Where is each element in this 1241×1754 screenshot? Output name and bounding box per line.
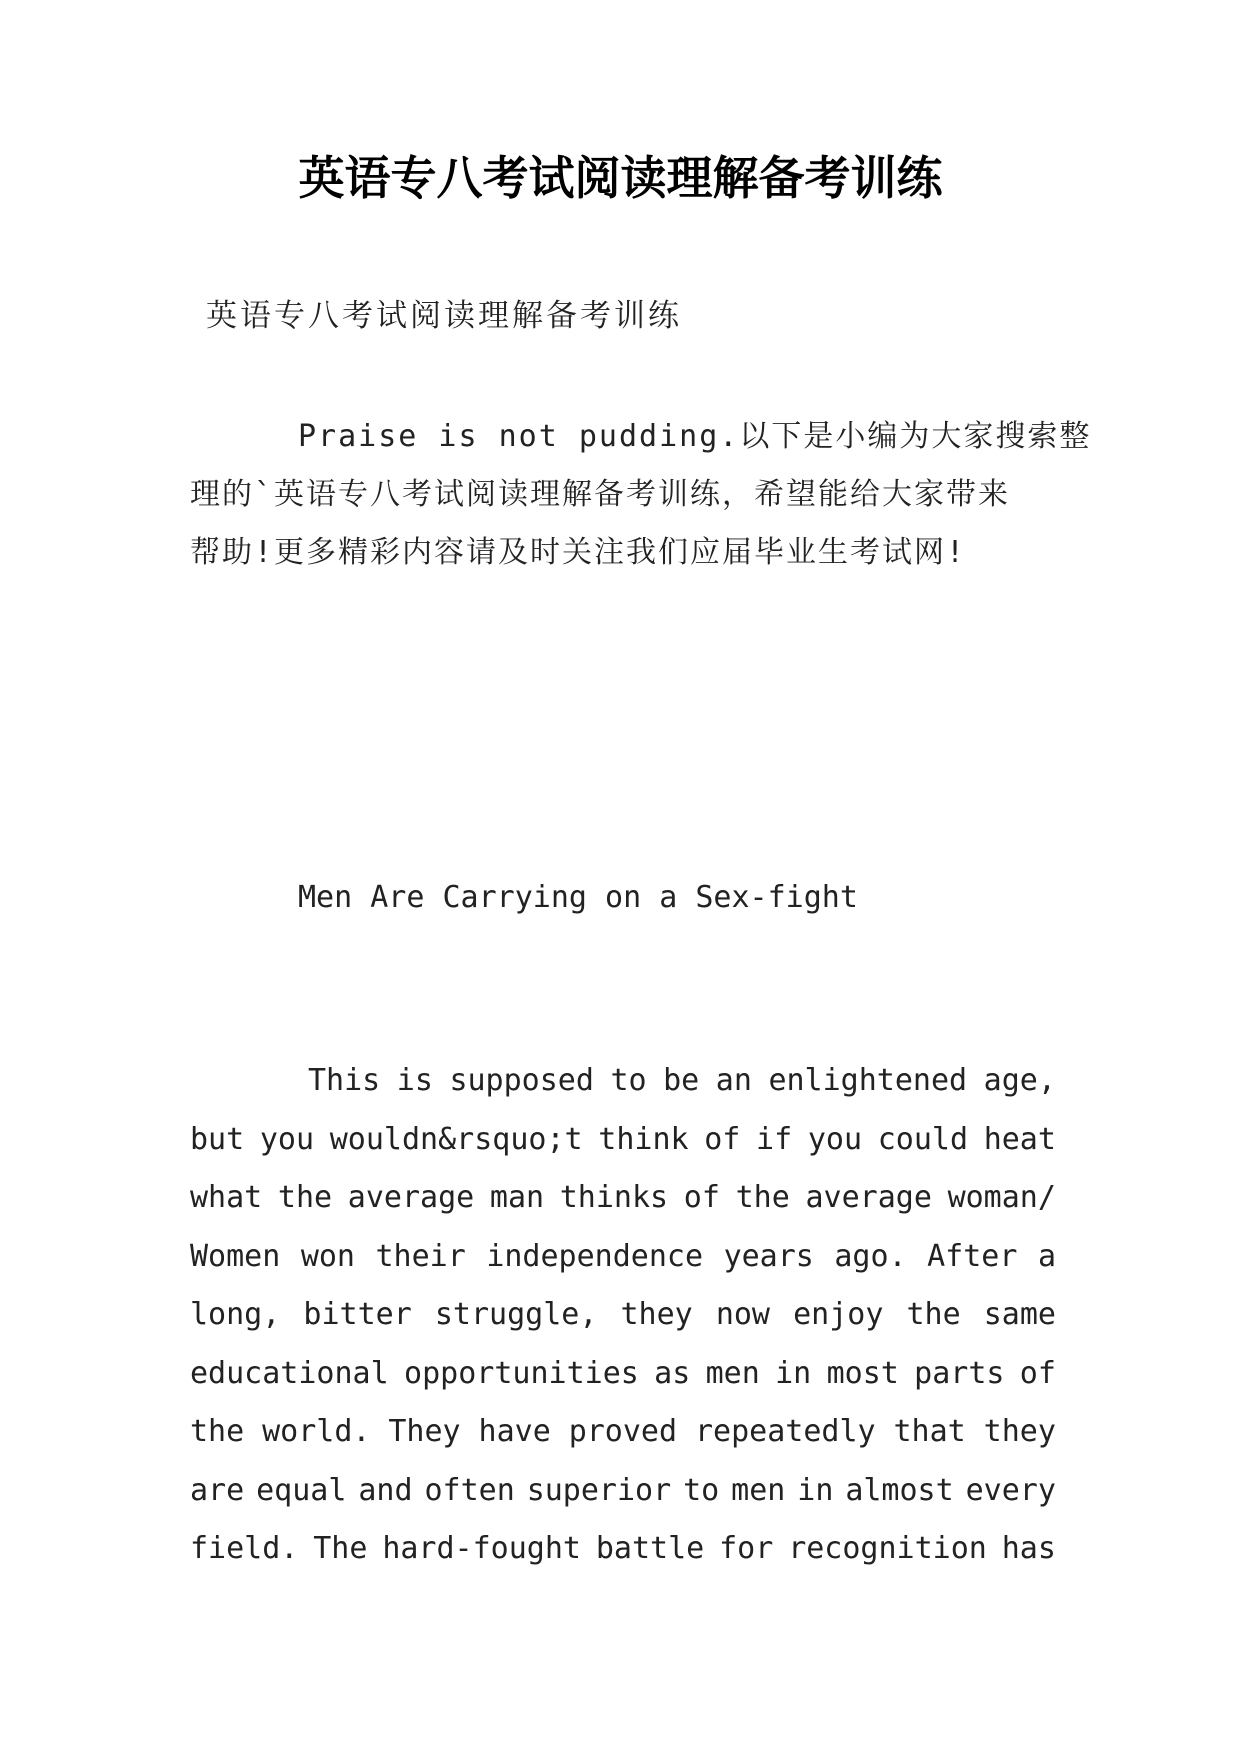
body-word: but	[190, 1121, 245, 1157]
intro-line: 帮助!更多精彩内容请及时关注我们应届毕业生考试网!	[190, 535, 967, 570]
document-title: 英语专八考试阅读理解备考训练	[298, 151, 943, 205]
body-word: They	[388, 1414, 461, 1449]
body-word: men	[731, 1472, 786, 1508]
body-word: average	[347, 1180, 475, 1215]
body-word: they	[983, 1414, 1056, 1449]
body-word: age,	[983, 1063, 1056, 1098]
body-word: The	[313, 1531, 368, 1566]
body-word: is	[396, 1063, 433, 1098]
article-body	[190, 1052, 1056, 1579]
body-word: you	[259, 1121, 315, 1157]
body-word: educational	[190, 1355, 389, 1391]
body-word: if	[756, 1121, 793, 1157]
body-word: that	[893, 1414, 966, 1449]
body-line	[190, 1286, 1056, 1345]
body-word: and	[358, 1472, 413, 1508]
body-word: field.	[190, 1531, 299, 1566]
body-word: every	[965, 1472, 1056, 1508]
document-subtitle: 英语专八考试阅读理解备考训练	[206, 298, 682, 334]
body-word: heat	[983, 1121, 1056, 1157]
body-word: often	[424, 1472, 515, 1508]
body-word: almost	[845, 1472, 954, 1508]
body-word: ago.	[834, 1238, 907, 1274]
body-line	[190, 1052, 1056, 1111]
body-word: recognition	[788, 1531, 987, 1566]
body-line	[190, 1169, 1056, 1228]
body-line	[190, 1345, 1056, 1404]
body-line	[190, 1520, 1056, 1579]
body-line	[190, 1403, 1056, 1462]
body-word: are	[190, 1472, 245, 1508]
intro-paragraph	[190, 408, 1092, 582]
body-word: proved	[568, 1414, 678, 1449]
body-word: long,	[190, 1297, 281, 1332]
body-word: to	[610, 1063, 647, 1098]
body-word: as	[654, 1355, 691, 1391]
body-word: opportunities	[404, 1355, 639, 1391]
body-word: the	[735, 1180, 790, 1215]
body-word: of	[683, 1180, 720, 1215]
body-word: the	[277, 1180, 333, 1215]
body-word: be	[663, 1063, 700, 1098]
body-word: men	[705, 1355, 760, 1391]
body-word: for	[719, 1531, 774, 1566]
body-word: the	[190, 1414, 245, 1449]
body-word: superior	[526, 1472, 672, 1508]
body-word: think	[598, 1121, 689, 1157]
intro-line: Praise is not pudding.以下是小编为大家搜索整	[298, 419, 1092, 454]
body-word: world.	[262, 1414, 371, 1449]
article-title: Men Are Carrying on a Sex-fight	[298, 880, 858, 915]
body-word: thinks	[559, 1180, 669, 1215]
body-word: the	[906, 1297, 961, 1332]
body-word: battle	[595, 1531, 705, 1566]
body-word: same	[983, 1297, 1056, 1332]
body-word: repeatedly	[694, 1414, 876, 1449]
body-word: now	[715, 1297, 770, 1332]
body-word: you	[807, 1121, 863, 1157]
body-word: years	[723, 1238, 814, 1274]
body-word: woman/	[947, 1180, 1056, 1215]
body-word: supposed	[449, 1063, 594, 1098]
body-word: an	[715, 1063, 752, 1098]
body-word: a	[1037, 1238, 1056, 1274]
body-word: in	[775, 1355, 812, 1391]
body-word: enlightened	[768, 1063, 968, 1098]
body-line	[190, 1228, 1056, 1287]
body-word: of	[1019, 1355, 1056, 1391]
body-word: man	[489, 1180, 545, 1215]
body-word: their	[375, 1238, 466, 1274]
body-word: This	[308, 1063, 381, 1098]
body-word: most	[826, 1355, 899, 1391]
body-word: bitter	[303, 1297, 412, 1332]
body-word: of	[704, 1121, 741, 1157]
body-word: what	[190, 1180, 263, 1215]
body-word: equal	[256, 1472, 347, 1508]
body-word: to	[683, 1472, 720, 1508]
body-word: hard-fought	[382, 1531, 581, 1566]
body-word: parts	[914, 1355, 1005, 1391]
body-word: After	[927, 1238, 1018, 1274]
body-word: struggle,	[434, 1297, 598, 1332]
body-word: has	[1001, 1531, 1056, 1566]
body-word: have	[478, 1414, 551, 1449]
body-word: could	[877, 1121, 969, 1157]
body-line	[190, 1111, 1056, 1170]
body-word: Women	[190, 1238, 281, 1274]
body-word: won	[300, 1238, 355, 1274]
body-word: average	[805, 1180, 932, 1215]
body-word: wouldn&rsquo;t	[329, 1121, 583, 1157]
intro-line: 理的`英语专八考试阅读理解备考训练，希望能给大家带来	[190, 477, 1011, 512]
body-word: they	[620, 1297, 693, 1332]
body-word: enjoy	[793, 1297, 884, 1332]
body-word: in	[797, 1472, 834, 1508]
body-word: independence	[486, 1238, 704, 1274]
body-line	[190, 1462, 1056, 1521]
